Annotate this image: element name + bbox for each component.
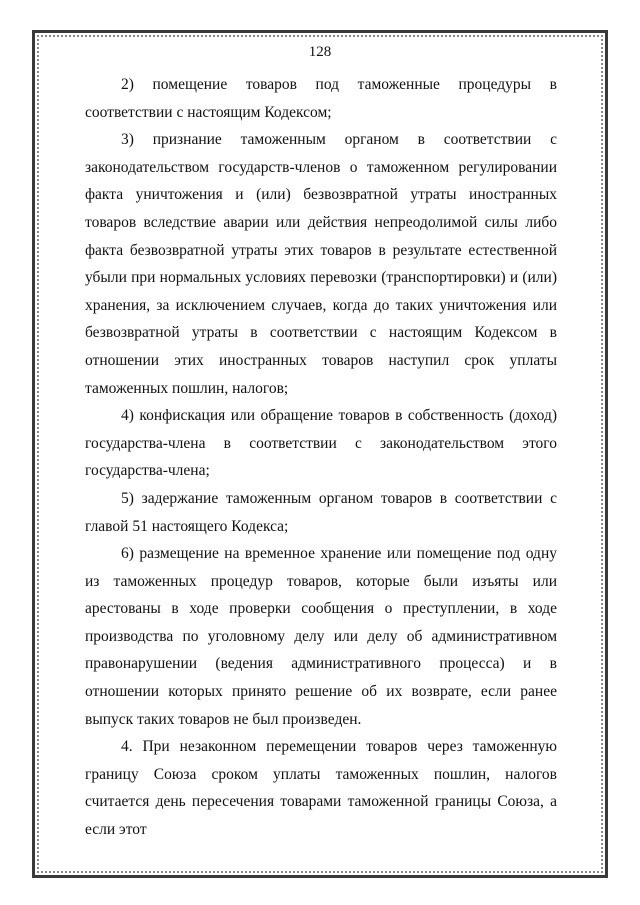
paragraph-item-4: 4) конфискация или обращение товаров в собственность (доход) государства-члена в соответствии с законодательством этого государства-члена;: [85, 407, 557, 480]
paragraph-item-2: 2) помещение товаров под таможенные процедуры в соответствии с настоящим Кодексом;: [85, 76, 557, 121]
page-number: 128: [308, 44, 332, 60]
paragraph-item-3: 3) признание таможенным органом в соответствии с законодательством государств-членов о таможенном регулировании факта уничтожения и (или) безвозвратной утраты иностранных товаров вследствие аварии или действия непреодолимой силы либо факта безвозвратной утраты этих товаров в результате естественной убыли при нормальных условиях перевозки (транспортировки) и (или) хранения, за исключением случаев, когда до таких уничтожения или безвозвратной утраты в соответствии с настоящим Кодексом в отношении этих иностранных товаров наступил срок уплаты таможенных пошлин, налогов;: [85, 131, 557, 397]
paragraph-clause-4: 4. При незаконном перемещении товаров через таможенную границу Союза сроком уплаты таможенных пошлин, налогов считается день пересечения товарами таможенной границы Союза, а если этот: [85, 738, 557, 839]
document-page: [32, 30, 608, 878]
paragraph-item-5: 5) задержание таможенным органом товаров в соответствии с главой 51 настоящего Кодекса;: [85, 489, 557, 535]
paragraph-item-6: 6) размещение на временное хранение или помещение под одну из таможенных процедур товаров, которые были изъяты или арестованы в ходе проверки сообщения о преступлении, в ходе производства по уголовному делу или делу об административном правонарушении (ведения административного процесса) и в отношении которых принято решение об их возврате, если ранее выпуск таких товаров не был произведен.: [85, 545, 557, 728]
document-body: [85, 71, 557, 844]
